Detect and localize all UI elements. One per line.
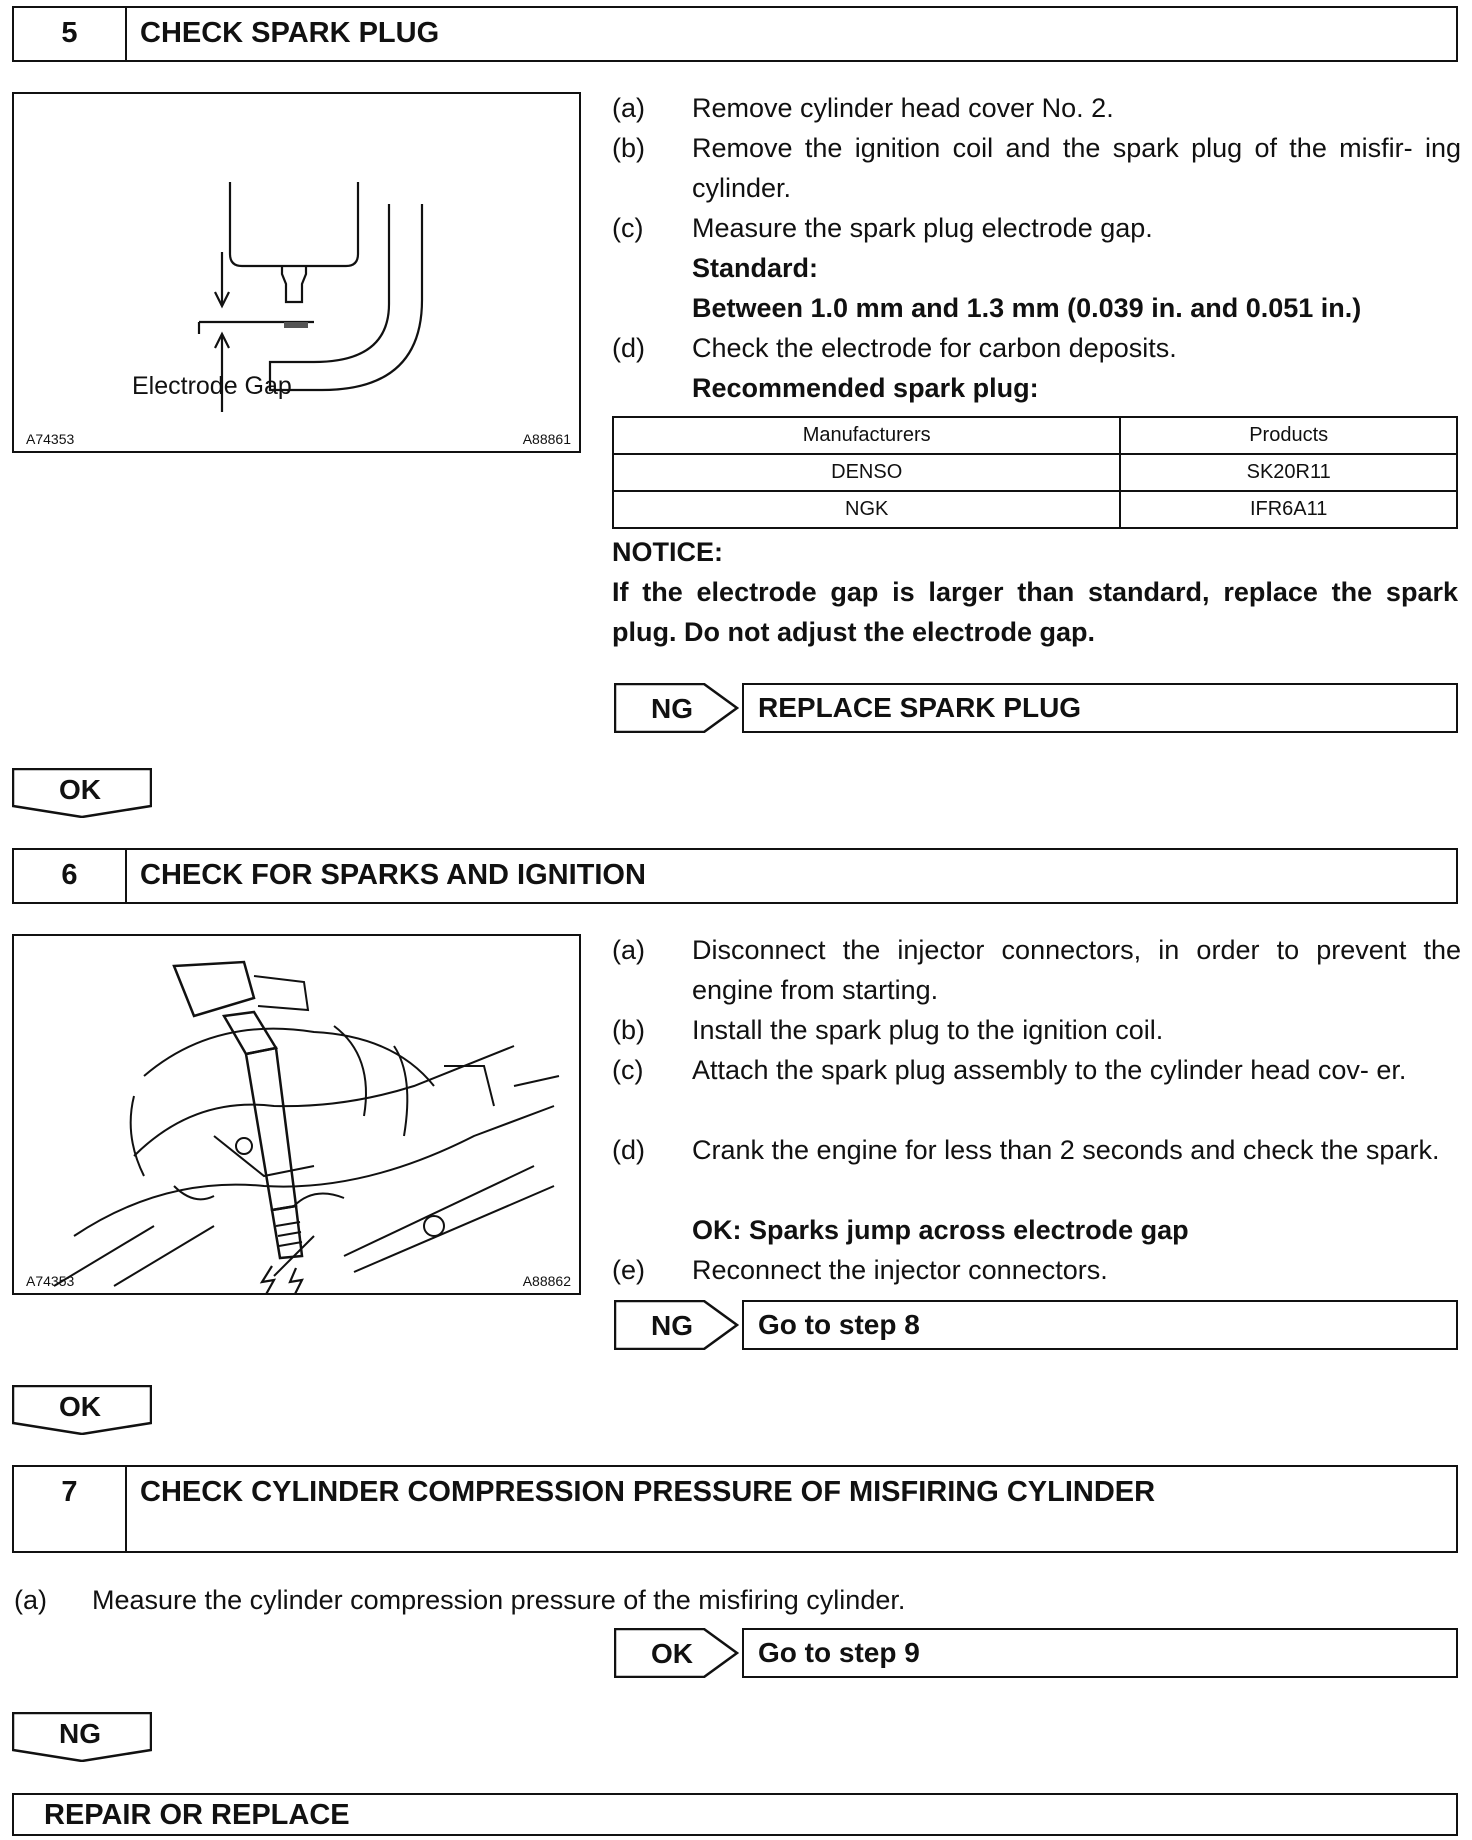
down-tag-label: NG	[59, 1718, 101, 1749]
step-6-item-d	[612, 1130, 1458, 1210]
step-6-header	[12, 848, 1458, 904]
item-label: (b)	[612, 133, 645, 163]
item-text: Remove cylinder head cover No. 2.	[692, 93, 1114, 123]
standard-heading: Standard:	[692, 253, 819, 283]
electrode-gap-label: Electrode Gap	[132, 372, 292, 400]
go-to-step-8-box: Go to step 8	[742, 1300, 1458, 1350]
ignition-coil-engine-illustration	[14, 936, 579, 1293]
spark-plug-table	[612, 416, 1458, 529]
recommended-heading: Recommended spark plug:	[692, 373, 1039, 403]
figure-code-right: A88861	[522, 431, 571, 447]
item-label: (a)	[612, 935, 645, 965]
branch-tag-label: NG	[651, 693, 693, 724]
notice-heading: NOTICE:	[612, 537, 723, 567]
table-header-row	[613, 417, 1457, 454]
item-text: Measure the cylinder compression pressure of the misfiring cylinder.	[92, 1585, 906, 1615]
item-label: (d)	[612, 1135, 645, 1165]
table-cell: SK20R11	[1120, 454, 1457, 491]
item-text: Crank the engine for less than 2 seconds and check the spark.	[692, 1135, 1440, 1165]
standard-value: Between 1.0 mm and 1.3 mm (0.039 in. and 0.051 in.)	[692, 293, 1362, 323]
item-label: (a)	[612, 93, 645, 123]
table-cell: DENSO	[613, 454, 1120, 491]
repair-or-replace-box: REPAIR OR REPLACE	[12, 1793, 1458, 1836]
item-text: Measure the spark plug electrode gap.	[692, 213, 1153, 243]
step-title: CHECK FOR SPARKS AND IGNITION	[140, 859, 646, 891]
table-header-cell: Products	[1120, 417, 1457, 454]
step-5-item-b	[612, 128, 1461, 208]
item-label: (c)	[612, 1055, 644, 1085]
step-5-item-d	[612, 328, 1458, 368]
replace-spark-plug-box: REPLACE SPARK PLUG	[742, 683, 1458, 733]
item-label: (b)	[612, 1015, 645, 1045]
step-6-item-b	[612, 1010, 1458, 1050]
item-label: (d)	[612, 333, 645, 363]
notice-text: If the electrode gap is larger than standard, replace the spark plug. Do not adjust the electrode gap.	[612, 577, 1458, 647]
ignition-coil-figure	[12, 934, 581, 1295]
item-text: Check the electrode for carbon deposits.	[692, 333, 1177, 363]
step-title: CHECK SPARK PLUG	[140, 17, 440, 49]
table-row	[613, 454, 1457, 491]
step-6-item-c	[612, 1050, 1458, 1130]
step-number: 7	[14, 1467, 127, 1551]
item-text: Reconnect the injector connectors.	[692, 1255, 1108, 1285]
table-header-cell: Manufacturers	[613, 417, 1120, 454]
step-number: 5	[14, 8, 127, 60]
step-7-item-a	[14, 1580, 1454, 1620]
item-text: Disconnect the injector connectors, in order to prevent the engine from starting.	[692, 935, 1461, 1005]
figure-code-left: A74353	[26, 431, 75, 447]
step-title: CHECK CYLINDER COMPRESSION PRESSURE OF MISFIRING CYLINDER	[140, 1476, 1156, 1508]
table-cell: IFR6A11	[1120, 491, 1457, 528]
table-cell: NGK	[613, 491, 1120, 528]
ok-down-tag	[12, 1385, 152, 1435]
ok-down-tag	[12, 768, 152, 818]
step-6-item-e	[612, 1250, 1458, 1290]
item-text: Attach the spark plug assembly to the cylinder head cov- er.	[692, 1055, 1407, 1085]
item-label: (c)	[612, 213, 644, 243]
figure-code-right: A88862	[522, 1273, 571, 1289]
ng-down-tag	[12, 1712, 152, 1762]
branch-tag-label: NG	[651, 1310, 693, 1341]
step-number: 6	[14, 850, 127, 902]
branch-tag-label: OK	[651, 1638, 693, 1669]
step-6-item-a	[612, 930, 1461, 1010]
ng-arrow-tag	[614, 1300, 739, 1350]
item-text: Remove the ignition coil and the spark plug of the misfir- ing cylinder.	[692, 133, 1461, 203]
item-label: (e)	[612, 1255, 645, 1285]
step-5-item-a	[612, 88, 1458, 128]
ok-arrow-tag	[614, 1628, 739, 1678]
item-label: (a)	[14, 1585, 47, 1615]
figure-code-left: A74353	[26, 1273, 75, 1289]
down-tag-label: OK	[59, 1391, 101, 1422]
step-7-header	[12, 1465, 1458, 1553]
step-5-header	[12, 6, 1458, 62]
down-tag-label: OK	[59, 774, 101, 805]
ok-spec: OK: Sparks jump across electrode gap	[692, 1215, 1189, 1245]
ng-arrow-tag	[614, 683, 739, 733]
electrode-gap-diagram	[14, 94, 579, 451]
table-row	[613, 491, 1457, 528]
step-5-item-c	[612, 208, 1458, 248]
go-to-step-9-box: Go to step 9	[742, 1628, 1458, 1678]
item-text: Install the spark plug to the ignition coil.	[692, 1015, 1164, 1045]
spark-plug-gap-figure	[12, 92, 581, 453]
